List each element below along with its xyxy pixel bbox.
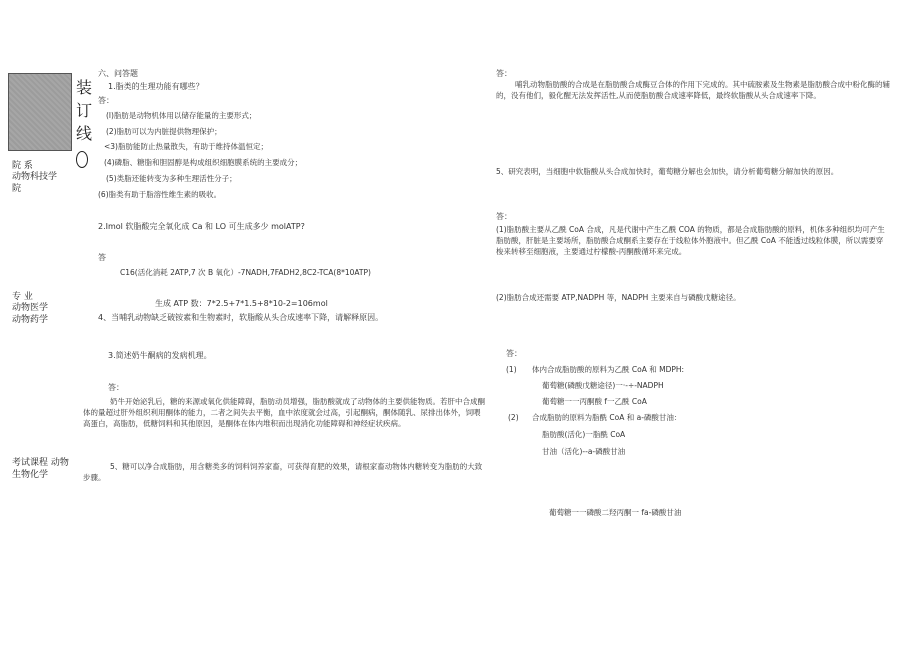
answer-label-1: 答： [98,96,114,105]
major-value-1: 动物医学 [12,303,49,313]
binding-char-2: 订 [76,101,93,120]
question-4: 4、当哺乳动物缺乏破铵素和生物素时，软脂酸从头合成速率下降，请解释原因。 [98,313,384,322]
answer-label-c: 答： [506,349,522,358]
question-5b: 5、研究表明，当细胞中软脂酸从头合成加快时，葡萄糖分解也会加快，请分析葡萄糖分解加快的原因。 [496,167,839,176]
course-name: 考试课程 动物生物化学 [12,458,69,480]
answer-label-3: 答： [108,383,124,392]
answer-b-1: (1)脂肪酸主要从乙酰 CoA 合成，凡是代谢中产生乙酰 COA 的物质，都是合成脂肪酸的原料，机体多种组织均可产生脂肪酸，肝脏是主要场所，脂肪酸合成酮系主要存在于线粒体外胞液中。但乙酰 CoA 不能透过线粒体膜，所以需要穿梭来转移至细胞液，主要通过柠檬酸-丙酮酸循环来完成。 [496,225,885,256]
dept-value: 动物科技学院 [12,172,58,194]
q3-answer: 奶牛开始泌乳后，糖的来源或氧化供能障碍，脂肪动员增强，脂肪酸就成了动物体的主要供能物质。若肝中合成酮体的量超过肝外组织利用酮体的能力，二者之间失去平衡，血中浓度就会过高，引起酮病，酮体随乳、尿排出体外，饲喂高蛋白，高脂肪，低糖饲料和其他原因，是酮体在体内堆积而出现消化功能障碍和神经症状疾病。 [83,397,485,428]
c1-sub-1: 葡萄糖(磷酸戊糖途径)一·-÷-NADPH [542,381,664,390]
c2-sub-1: 脂肪酸(活化)一脂酰 CoA [542,430,626,439]
c2-text: 合成脂肪的原料为脂酰 CoA 和 a-磷酸甘油： [532,413,682,422]
question-1: 1.脂类的生理功能有哪些？ [108,82,204,91]
q1-item-2: (2)脂肪可以为内脏提供物理保护； [106,127,222,136]
photo-placeholder [8,73,72,151]
c2-sub-2: 甘油（活化)--a-磷酸甘油 [542,447,626,456]
answer-a: 哺乳动物脂肪酸的合成是在脂肪酸合成酶豆合体的作用下完成的。其中硫胺素及生物素是脂肪酸合成中粉化酶的辅的，没有他们，毅化醒无法发挥活性,从而使脂肪酸合成速率降低，最终软脂酸从头合成速率下降。 [496,80,890,100]
q1-item-6: (6)脂类有助于脂溶性维生素的吸收。 [98,190,222,199]
answer-label-a: 答： [496,69,512,78]
q2-answer-line-1: C16(活化消耗 2ATP,7 次 B 氧化）-7NADH,7FADH2,8C2-TCA(8*10ATP) [120,268,371,277]
major-label: 专 业 [12,292,33,302]
question-2: 2.Imol 软脂酸完全氧化成 Ca 和 LO 可生成多少 molATP? [98,222,305,231]
major-value-2: 动物药学 [12,315,49,325]
c1-sub-2: 葡萄糖一一丙酮酸 f一乙酰 CoA [542,397,647,406]
c1-number: (1) [506,365,517,374]
binding-char-1: 装 [76,78,93,97]
question-3: 3.简述奶牛酮病的发病机理。 [108,351,212,360]
answer-label-b: 答： [496,212,512,221]
q1-item-3: <3)脂肪能防止热量散失，有助于维持体温恒定； [104,142,268,151]
c1-text: 体内合成脂肪酸的原料为乙酰 CoA 和 MDPH: [532,365,685,374]
answer-label-2: 答 [98,253,106,262]
q1-item-1: (l)脂肪是动物机体用以储存能量的主要形式； [106,111,257,120]
binding-hole-icon [76,151,88,168]
answer-b-2: (2)脂肪合成还需要 ATP,NADPH 等，NADPH 主要来自与磷酸戊糖途径。 [496,293,741,302]
dept-label: 院 系 [12,161,33,171]
q2-answer-line-2: 生成 ATP 数：7*2.5+7*1.5+8*10-2=106mol [155,299,328,308]
final-pathway: 葡萄糖一一磷酸二羟丙酮一 fa-磷酸甘油 [549,508,682,517]
q1-item-5: (5)类脂还能转变为多种生理活性分子； [106,174,237,183]
section-title: 六、问答题 [98,69,138,78]
binding-char-3: 线 [76,124,93,143]
q1-item-4: (4)磷脂、糖脂和胆固醇是构成组织细胞膜系统的主要成分； [104,158,303,167]
c2-number: (2) [508,413,519,422]
question-5: 5、糖可以净合成脂肪，用含糖类多的饲料饲养家畜，可获得育肥的效果，请根家畜动物体内糖转变为脂肪的大致步骤。 [83,462,483,482]
